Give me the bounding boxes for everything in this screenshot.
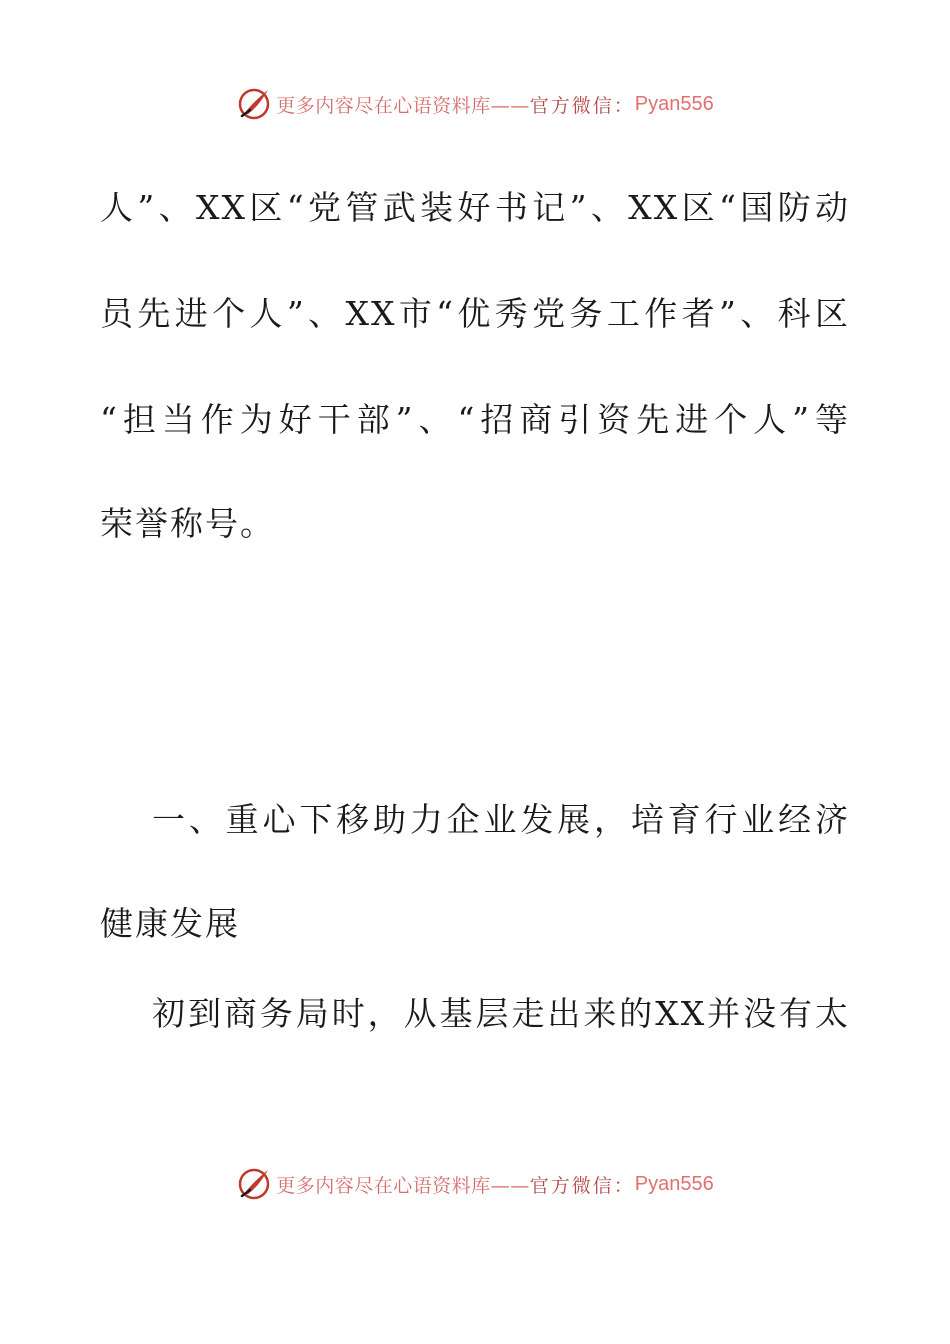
footer-banner <box>0 1162 950 1206</box>
section-heading-line-2: 健康发展 <box>100 904 240 943</box>
section-heading-line-1: 一、重心下移助力企业发展，培育行业经济 <box>152 800 850 839</box>
paragraph-1-line-1: 人”、XX区“党管武装好书记”、XX区“国防动 <box>100 188 850 227</box>
header-banner <box>0 82 950 126</box>
paragraph-2-line-1: 初到商务局时，从基层走出来的XX并没有太 <box>152 994 850 1033</box>
quill-logo-icon <box>236 86 272 122</box>
quill-logo-icon <box>236 1166 272 1202</box>
banner-wechat-label: 官方微信： <box>529 1174 635 1197</box>
banner-wechat-id: Pyan556 <box>634 1172 714 1195</box>
banner-wechat-id: Pyan556 <box>634 92 714 115</box>
paragraph-1-line-4: 荣誉称号。 <box>100 504 275 543</box>
paragraph-1-line-2: 员先进个人”、XX市“优秀党务工作者”、科区 <box>100 294 850 333</box>
banner-slogan: 更多内容尽在心语资料库—— <box>276 1174 530 1197</box>
paragraph-1-line-3: “担当作为好干部”、“招商引资先进个人”等 <box>100 400 850 439</box>
banner-wechat-label: 官方微信： <box>529 94 635 117</box>
banner-slogan: 更多内容尽在心语资料库—— <box>276 94 530 117</box>
